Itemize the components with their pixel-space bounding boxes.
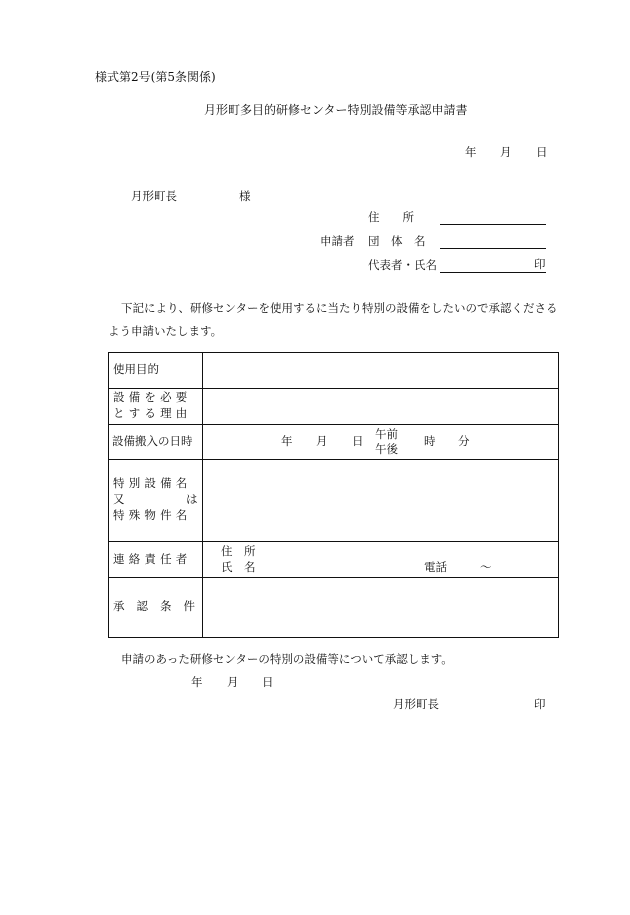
table-row-divider — [108, 388, 558, 389]
move-in-am[interactable]: 午前 — [375, 427, 398, 441]
equipment-label-line3: 特殊物件名 — [113, 508, 192, 522]
approval-day: 日 — [262, 675, 274, 689]
applicant-rep-label: 代表者・氏名 — [368, 258, 437, 272]
table-row-divider — [108, 424, 558, 425]
reason-label-line2: とする理由 — [113, 406, 192, 420]
move-in-month: 月 — [316, 434, 328, 448]
reason-label-line1: 設備を必要 — [113, 390, 192, 404]
contact-phone-label: 電話 — [424, 560, 447, 574]
applicant-rep-field[interactable] — [440, 257, 546, 273]
move-in-year: 年 — [281, 434, 293, 448]
move-in-pm[interactable]: 午後 — [375, 442, 398, 456]
addressee-honorific: 様 — [239, 189, 251, 203]
purpose-field[interactable] — [206, 356, 554, 384]
table-row-divider — [108, 541, 558, 542]
contact-label: 連絡責任者 — [113, 552, 192, 566]
equipment-label-ha: は — [186, 492, 198, 506]
conditions-field[interactable] — [206, 581, 554, 633]
applicant-group-field[interactable] — [440, 236, 546, 249]
approver-name: 月形町長 — [393, 697, 439, 711]
table-column-divider — [202, 352, 203, 637]
move-in-minute: 分 — [458, 434, 470, 448]
contact-address-label: 住 所 — [221, 544, 256, 558]
move-in-hour: 時 — [424, 434, 436, 448]
reason-field[interactable] — [206, 392, 554, 420]
approval-year: 年 — [191, 675, 203, 689]
applicant-group-label: 団 体 名 — [368, 234, 426, 248]
date-month-label: 月 — [500, 145, 512, 159]
date-day-label: 日 — [536, 145, 548, 159]
table-row-divider — [108, 459, 558, 460]
request-text-line2: よう申請いたします。 — [108, 324, 223, 338]
purpose-label: 使用目的 — [113, 362, 159, 376]
applicant-address-field[interactable] — [440, 212, 546, 225]
conditions-label: 承認条件 — [113, 599, 207, 613]
approval-text: 申請のあった研修センターの特別の設備等について承認します。 — [121, 652, 453, 666]
equipment-label-line1: 特別設備名 — [113, 476, 192, 490]
table-row-divider — [108, 577, 558, 578]
date-year-label: 年 — [465, 145, 477, 159]
equipment-label-or: 又 — [113, 492, 125, 506]
approval-month: 月 — [227, 675, 239, 689]
request-text-line1: 下記により、研修センターを使用するに当たり特別の設備をしたいので承認くださる — [121, 301, 558, 315]
applicant-seal: 印 — [534, 257, 546, 271]
applicant-label: 申請者 — [320, 234, 355, 248]
applicant-address-label: 住 所 — [368, 210, 414, 224]
document-title: 月形町多目的研修センター特別設備等承認申請書 — [204, 103, 468, 117]
contact-name-label: 氏 名 — [221, 560, 256, 574]
addressee-name: 月形町長 — [131, 189, 177, 203]
equipment-field[interactable] — [206, 463, 554, 537]
contact-phone-tilde: ～ — [480, 560, 492, 574]
move-in-label: 設備搬入の日時 — [112, 434, 193, 448]
approver-seal: 印 — [534, 697, 546, 711]
form-number: 様式第2号(第5条関係) — [95, 70, 216, 84]
move-in-day: 日 — [352, 434, 364, 448]
